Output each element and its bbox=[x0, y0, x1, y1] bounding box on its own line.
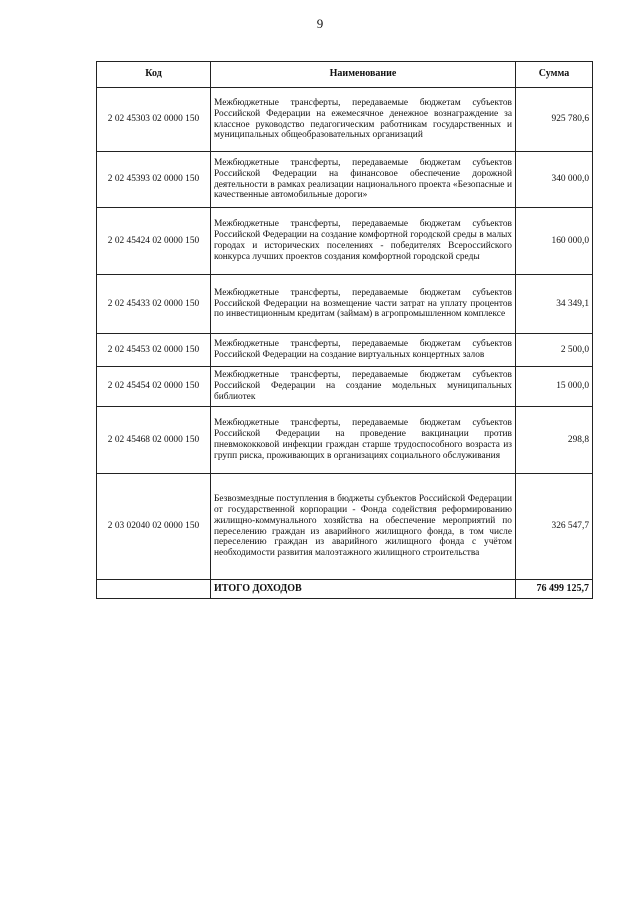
total-code bbox=[97, 580, 211, 599]
table-row bbox=[97, 208, 593, 275]
table-row bbox=[97, 367, 593, 407]
row-name: Межбюджетные трансферты, передаваемые бюджетам субъектов Российской Федерации на создание виртуальных концертных залов bbox=[211, 334, 516, 367]
total-label: ИТОГО ДОХОДОВ bbox=[211, 580, 516, 599]
table-row bbox=[97, 407, 593, 474]
table-row bbox=[97, 474, 593, 580]
row-name: Межбюджетные трансферты, передаваемые бюджетам субъектов Российской Федерации на проведение вакцинации против пневмококковой инфекции граждан старше трудоспособного возраста из групп риска, проживающих в организациях социального обслуживания bbox=[211, 407, 516, 474]
table-row bbox=[97, 275, 593, 334]
row-sum: 298,8 bbox=[516, 407, 593, 474]
row-name: Межбюджетные трансферты, передаваемые бюджетам субъектов Российской Федерации на возмещение части затрат на уплату процентов по инвестиционным кредитам (займам) в агропромышленном комплексе bbox=[211, 275, 516, 334]
total-row bbox=[97, 580, 593, 599]
row-code: 2 03 02040 02 0000 150 bbox=[97, 474, 211, 580]
row-name: Безвозмездные поступления в бюджеты субъектов Российской Федерации от государственной корпорации - Фонда содействия реформированию жилищно-коммунального хозяйства на обеспечение мероприятий по переселению граждан из аварийного жилищного фонда, в том числе переселению граждан из аварийного жилищного фонда с учётом необходимости развития малоэтажного жилищного строительства bbox=[211, 474, 516, 580]
revenue-table bbox=[96, 61, 593, 599]
row-name: Межбюджетные трансферты, передаваемые бюджетам субъектов Российской Федерации на ежемесячное денежное вознаграждение за классное руководство педагогическим работникам государственных и муниципальных общеобразовательных организаций bbox=[211, 88, 516, 152]
row-name: Межбюджетные трансферты, передаваемые бюджетам субъектов Российской Федерации на создание модельных муниципальных библиотек bbox=[211, 367, 516, 407]
row-code: 2 02 45454 02 0000 150 bbox=[97, 367, 211, 407]
row-sum: 340 000,0 bbox=[516, 152, 593, 208]
row-code: 2 02 45453 02 0000 150 bbox=[97, 334, 211, 367]
row-sum: 34 349,1 bbox=[516, 275, 593, 334]
table-row bbox=[97, 152, 593, 208]
table-header-row bbox=[97, 62, 593, 88]
table-row bbox=[97, 88, 593, 152]
column-header-sum: Сумма bbox=[516, 62, 593, 88]
row-code: 2 02 45433 02 0000 150 bbox=[97, 275, 211, 334]
row-name: Межбюджетные трансферты, передаваемые бюджетам субъектов Российской Федерации на создание комфортной городской среды в малых городах и исторических поселениях - победителях Всероссийского конкурса лучших проектов создания комфортной городской среды bbox=[211, 208, 516, 275]
row-sum: 160 000,0 bbox=[516, 208, 593, 275]
row-sum: 925 780,6 bbox=[516, 88, 593, 152]
page-number: 9 bbox=[316, 16, 324, 31]
row-code: 2 02 45393 02 0000 150 bbox=[97, 152, 211, 208]
row-code: 2 02 45303 02 0000 150 bbox=[97, 88, 211, 152]
row-sum: 326 547,7 bbox=[516, 474, 593, 580]
column-header-name: Наименование bbox=[211, 62, 516, 88]
row-code: 2 02 45424 02 0000 150 bbox=[97, 208, 211, 275]
row-sum: 15 000,0 bbox=[516, 367, 593, 407]
row-code: 2 02 45468 02 0000 150 bbox=[97, 407, 211, 474]
row-sum: 2 500,0 bbox=[516, 334, 593, 367]
row-name: Межбюджетные трансферты, передаваемые бюджетам субъектов Российской Федерации на финансовое обеспечение дорожной деятельности в рамках реализации национального проекта «Безопасные и качественные автомобильные дороги» bbox=[211, 152, 516, 208]
table-row bbox=[97, 334, 593, 367]
total-sum: 76 499 125,7 bbox=[516, 580, 593, 599]
column-header-code: Код bbox=[97, 62, 211, 88]
